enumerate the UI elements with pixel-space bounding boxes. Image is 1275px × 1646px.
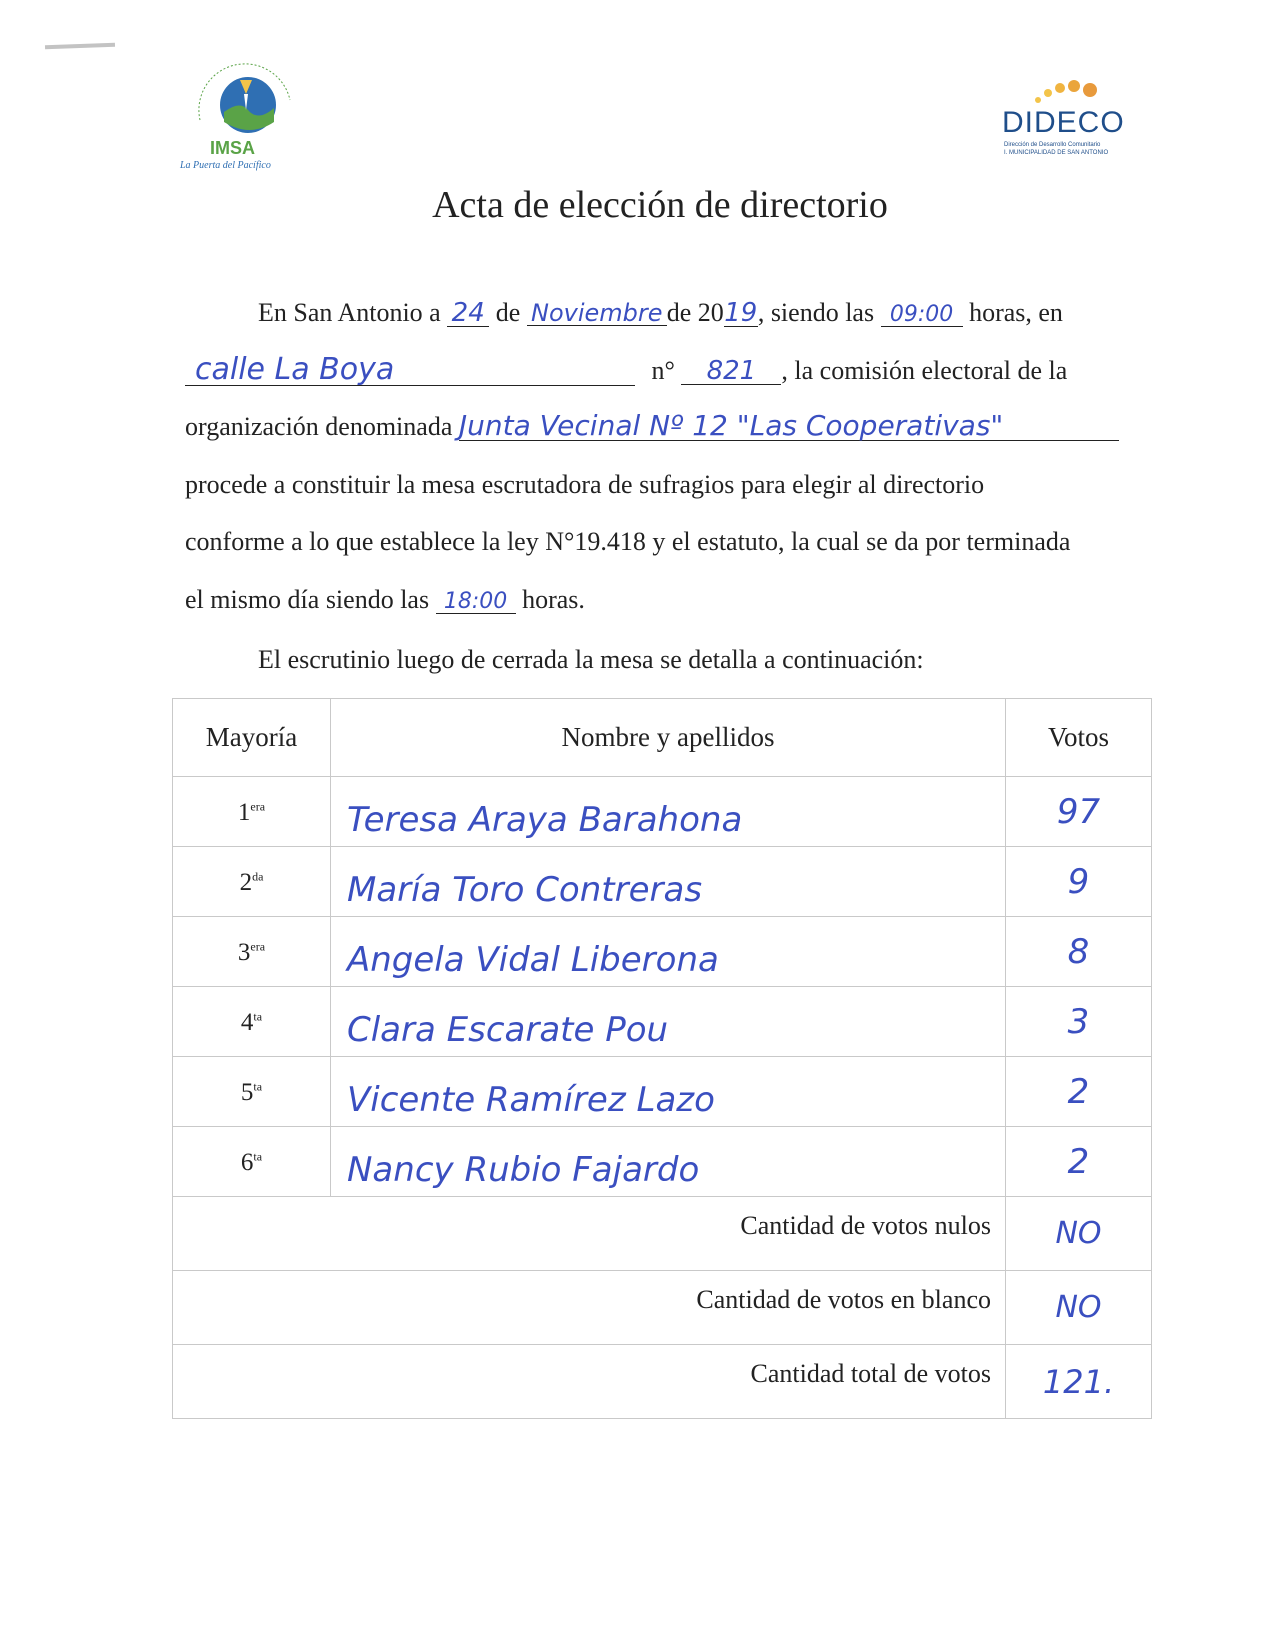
blank-votes-row (173, 1271, 1152, 1345)
candidate-votes: 3 (1006, 987, 1152, 1057)
organization-field: Junta Vecinal Nº 12 "Las Cooperativas" (459, 412, 1119, 441)
paragraph-line-4: procede a constituir la mesa escrutadora de sufragios para elegir al directorio (185, 470, 985, 499)
text-de: de (495, 298, 521, 327)
table-row (173, 1057, 1152, 1127)
text-de-20: de 20 (666, 298, 724, 327)
rank-cell (173, 1057, 331, 1127)
blank-votes-label: Cantidad de votos en blanco (173, 1271, 1006, 1345)
rank-suffix: ta (253, 1079, 263, 1094)
candidate-name: Vicente Ramírez Lazo (331, 1057, 1006, 1127)
dideco-name: DIDECO (1002, 106, 1125, 139)
header-name: Nombre y apellidos (331, 699, 1006, 777)
total-votes-value: 121. (1006, 1345, 1152, 1419)
candidate-name: Teresa Araya Barahona (331, 777, 1006, 847)
paragraph-line-6 (185, 585, 585, 615)
year-field: 19 (724, 298, 758, 328)
imsa-logo (180, 60, 310, 175)
paragraph-line-3 (185, 409, 1119, 442)
end-time-field: 18:00 (436, 591, 516, 614)
text-comision: , la comisión electoral de la (781, 356, 1068, 385)
table-row (173, 1127, 1152, 1197)
rank-suffix: ta (253, 1149, 263, 1164)
table-row (173, 777, 1152, 847)
text-el-mismo-dia: el mismo día siendo las (185, 585, 430, 614)
text-numero: n° (651, 356, 675, 385)
document-title: Acta de elección de directorio (432, 184, 888, 226)
rank-suffix: ta (253, 1009, 263, 1024)
total-votes-label: Cantidad total de votos (173, 1345, 1006, 1419)
paragraph-line-2 (185, 352, 1068, 387)
imsa-name: IMSA (210, 138, 255, 158)
street-field: calle La Boya (185, 355, 635, 386)
candidate-name: Angela Vidal Liberona (331, 917, 1006, 987)
rank-suffix: da (252, 869, 264, 884)
number-field: 821 (681, 358, 781, 385)
text-siendo-las: , siendo las (757, 298, 875, 327)
dideco-logo (1000, 78, 1135, 163)
candidate-votes: 8 (1006, 917, 1152, 987)
table-row (173, 847, 1152, 917)
text-horas-en: horas, en (969, 298, 1063, 327)
table-header-row (173, 699, 1152, 777)
header-rank: Mayoría (173, 699, 331, 777)
text-horas: horas. (522, 585, 585, 614)
day-field: 24 (447, 300, 489, 327)
votes-table (172, 698, 1152, 1419)
rank-cell (173, 917, 331, 987)
paragraph-line-5: conforme a lo que establece la ley N°19.418 y el estatuto, la cual se da por terminada (185, 527, 1071, 556)
candidate-votes: 97 (1006, 777, 1152, 847)
rank-number: 6 (240, 1149, 254, 1176)
rank-number: 5 (240, 1079, 254, 1106)
rank-suffix: era (250, 939, 266, 954)
rank-cell (173, 847, 331, 917)
start-time-field: 09:00 (881, 304, 963, 327)
candidate-name: María Toro Contreras (331, 847, 1006, 917)
rank-number: 4 (240, 1009, 254, 1036)
scrutiny-intro: El escrutinio luego de cerrada la mesa se detalla a continuación: (258, 645, 924, 674)
candidate-votes: 2 (1006, 1127, 1152, 1197)
null-votes-row (173, 1197, 1152, 1271)
dideco-sub2: I. MUNICIPALIDAD DE SAN ANTONIO (1004, 150, 1109, 156)
null-votes-label: Cantidad de votos nulos (173, 1197, 1006, 1271)
header-votes: Votos (1006, 699, 1152, 777)
text-organizacion: organización denominada (185, 412, 453, 441)
rank-suffix: era (250, 799, 266, 814)
rank-cell (173, 987, 331, 1057)
rank-number: 2 (239, 869, 253, 896)
imsa-emblem-icon (180, 60, 310, 150)
dideco-sub1: Dirección de Desarrollo Comunitario (1004, 142, 1101, 148)
candidate-votes: 9 (1006, 847, 1152, 917)
total-votes-row (173, 1345, 1152, 1419)
month-field: Noviembre (527, 301, 667, 326)
rank-number: 1 (237, 799, 251, 826)
text-en-san-antonio: En San Antonio a (258, 298, 441, 327)
blank-votes-value: NO (1006, 1271, 1152, 1345)
candidate-name: Nancy Rubio Fajardo (331, 1127, 1006, 1197)
candidate-name: Clara Escarate Pou (331, 987, 1006, 1057)
null-votes-value: NO (1006, 1197, 1152, 1271)
paragraph-line-1 (258, 298, 1063, 328)
scan-mark (45, 43, 115, 49)
table-row (173, 987, 1152, 1057)
rank-number: 3 (237, 939, 251, 966)
rank-cell (173, 1127, 331, 1197)
table-row (173, 917, 1152, 987)
rank-cell (173, 777, 331, 847)
candidate-votes: 2 (1006, 1057, 1152, 1127)
imsa-tagline: La Puerta del Pacífico (180, 160, 271, 171)
